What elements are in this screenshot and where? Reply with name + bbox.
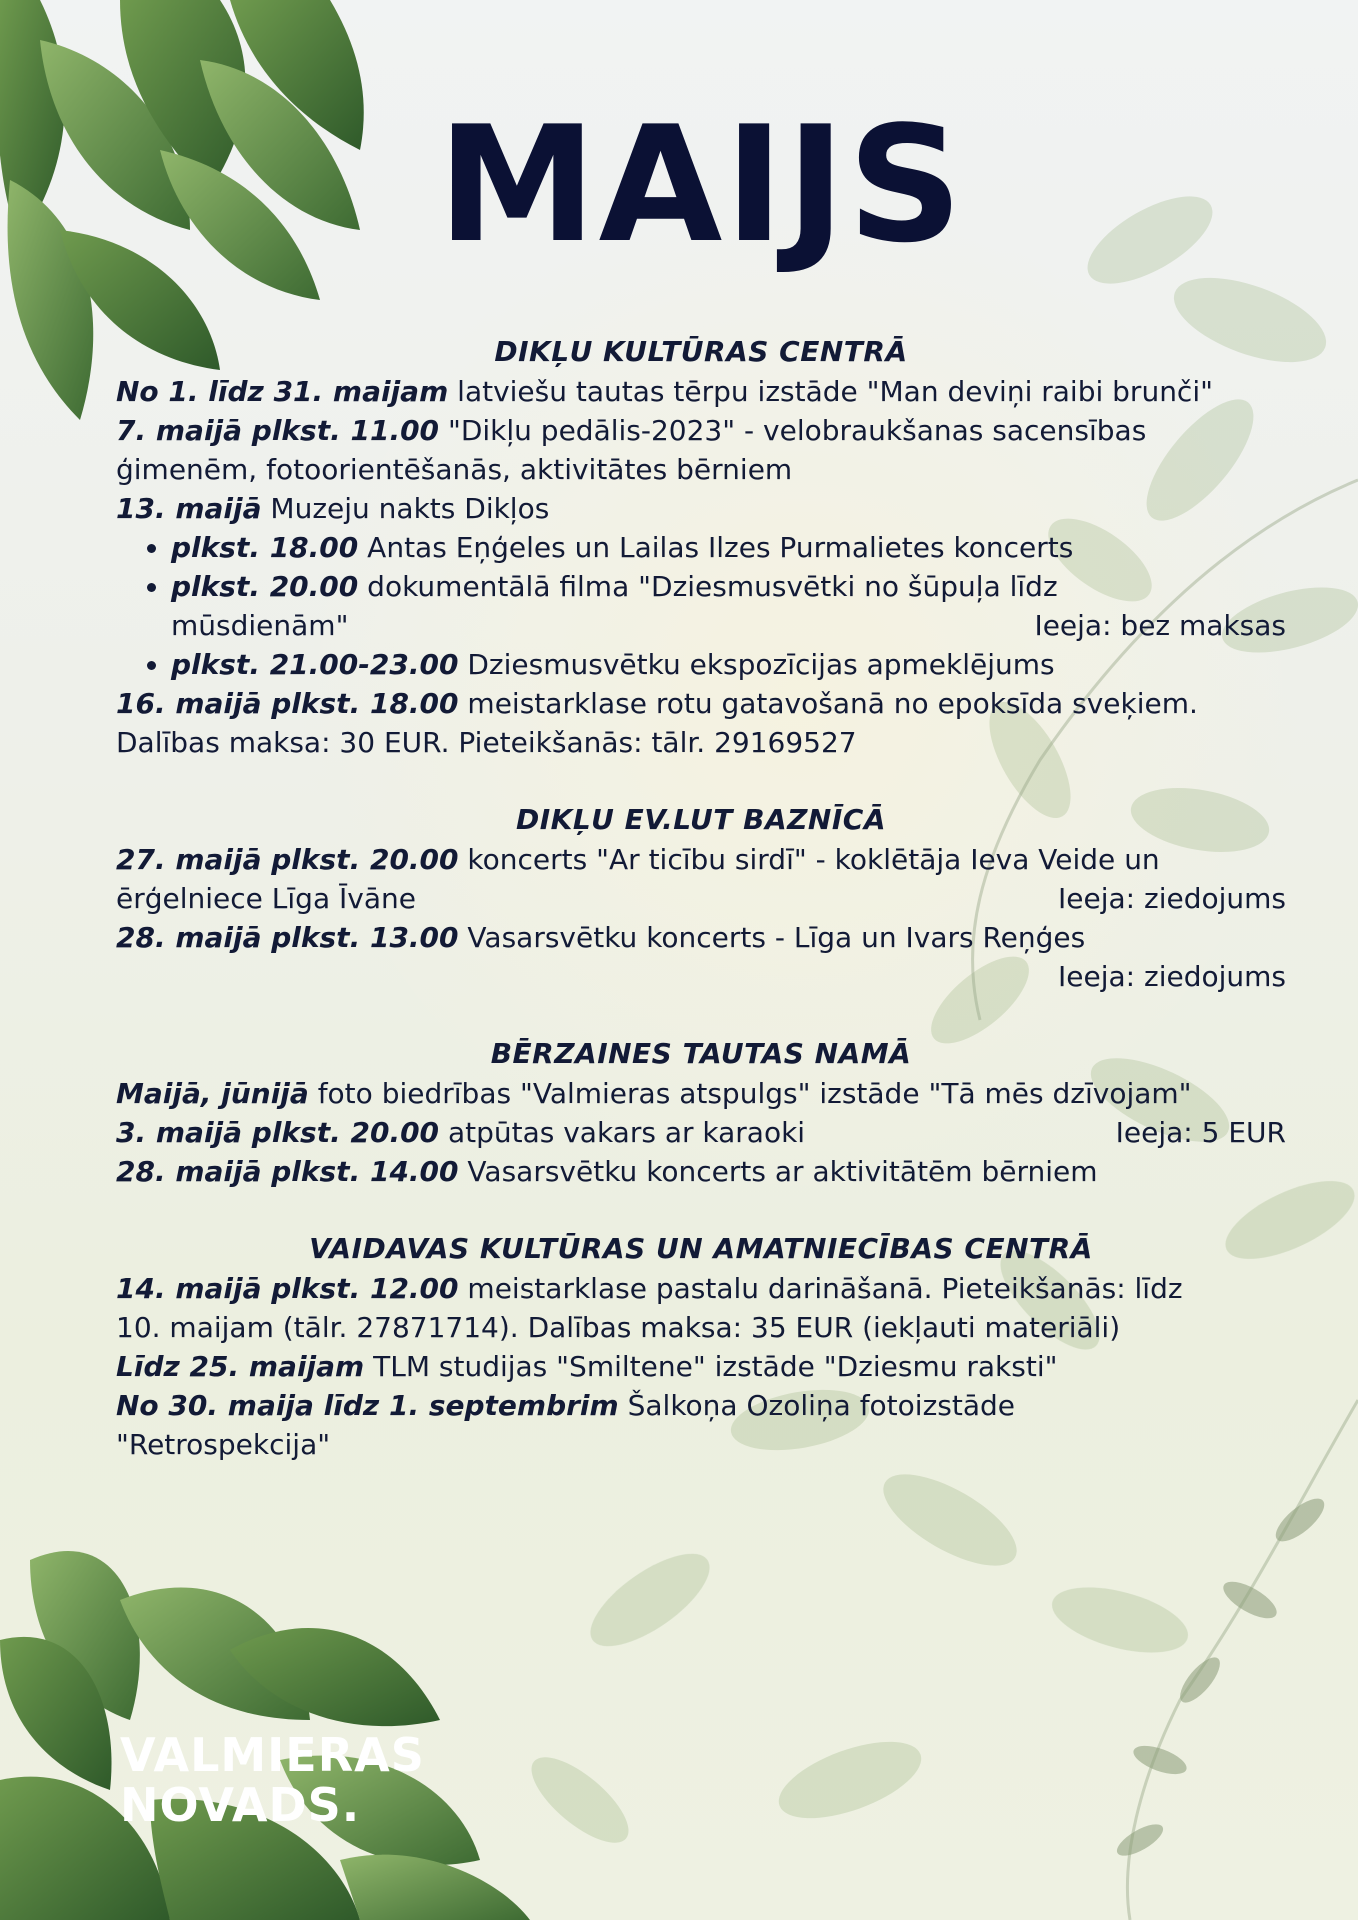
event-line-cont: ērģelniece Līga Īvāne Ieeja: ziedojums — [116, 879, 1286, 918]
entry-fee: Ieeja: ziedojums — [1058, 960, 1286, 993]
section-heading: VAIDAVAS KULTŪRAS UN AMATNIECĪBAS CENTRĀ — [309, 1232, 1093, 1265]
list-item: • plkst. 18.00 Antas Eņģeles un Lailas Ilzes Purmalietes koncerts — [171, 528, 1286, 567]
logo-line-2: NOVADS. — [120, 1778, 361, 1832]
event-line: No 1. līdz 31. maijam latviešu tautas tērpu izstāde "Man deviņi raibi brunči" — [116, 375, 1213, 408]
museum-night-list — [116, 528, 1286, 684]
event-line: Līdz 25. maijam TLM studijas "Smiltene" izstāde "Dziesmu raksti" — [116, 1350, 1058, 1383]
event-line-cont: "Retrospekcija" — [116, 1428, 331, 1461]
event-line: No 30. maija līdz 1. septembrim Šalkoņa Ozoliņa fotoizstāde — [116, 1389, 1015, 1422]
section-heading: BĒRZAINES TAUTAS NAMĀ — [490, 1037, 912, 1070]
event-line: 7. maijā plkst. 11.00 "Dikļu pedālis-2023" - velobraukšanas sacensības — [116, 414, 1147, 447]
event-line-cont: 10. maijam (tālr. 27871714). Dalības maksa: 35 EUR (iekļauti materiāli) — [116, 1311, 1121, 1344]
section-dikli-church — [116, 800, 1286, 996]
section-dikli-culture-center — [116, 332, 1286, 762]
section-heading: DIKĻU KULTŪRAS CENTRĀ — [494, 335, 908, 368]
event-sections — [116, 332, 1286, 1502]
section-vaidava-center — [116, 1229, 1286, 1464]
valmieras-novads-logo — [120, 1730, 425, 1830]
list-item: • plkst. 20.00 dokumentālā filma "Dziesmusvētki no šūpuļa līdz mūsdienām" Ieeja: bez maksas — [171, 567, 1286, 645]
event-line-cont: ģimenēm, fotoorientēšanās, aktivitātes bērniem — [116, 453, 793, 486]
event-line: Maijā, jūnijā foto biedrības "Valmieras atspulgs" izstāde "Tā mēs dzīvojam" — [116, 1077, 1192, 1110]
event-line-cont: Dalības maksa: 30 EUR. Pieteikšanās: tālr. 29169527 — [116, 726, 857, 759]
entry-fee: Ieeja: ziedojums — [1058, 882, 1286, 915]
event-line: 3. maijā plkst. 20.00 atpūtas vakars ar karaoki Ieeja: 5 EUR — [116, 1113, 1286, 1152]
section-berzaine-hall — [116, 1034, 1286, 1191]
event-line: 14. maijā plkst. 12.00 meistarklase pastalu darināšanā. Pieteikšanās: līdz — [116, 1272, 1183, 1305]
section-heading: DIKĻU EV.LUT BAZNĪCĀ — [515, 803, 887, 836]
event-line: 28. maijā plkst. 14.00 Vasarsvētku koncerts ar aktivitātēm bērniem — [116, 1155, 1098, 1188]
page-title: MAIJS — [437, 91, 965, 278]
event-line: 27. maijā plkst. 20.00 koncerts "Ar ticību sirdī" - koklētāja Ieva Veide un — [116, 843, 1160, 876]
event-line: 28. maijā plkst. 13.00 Vasarsvētku koncerts - Līga un Ivars Reņģes — [116, 921, 1086, 954]
entry-fee: Ieeja: 5 EUR — [1115, 1116, 1286, 1149]
list-item: • plkst. 21.00-23.00 Dziesmusvētku ekspozīcijas apmeklējums — [171, 645, 1286, 684]
event-line: 16. maijā plkst. 18.00 meistarklase rotu gatavošanā no epoksīda sveķiem. — [116, 687, 1198, 720]
entry-fee: Ieeja: bez maksas — [1034, 609, 1286, 642]
event-line: 13. maijā Muzeju nakts Dikļos — [116, 492, 550, 525]
logo-line-1: VALMIERAS — [120, 1728, 425, 1782]
